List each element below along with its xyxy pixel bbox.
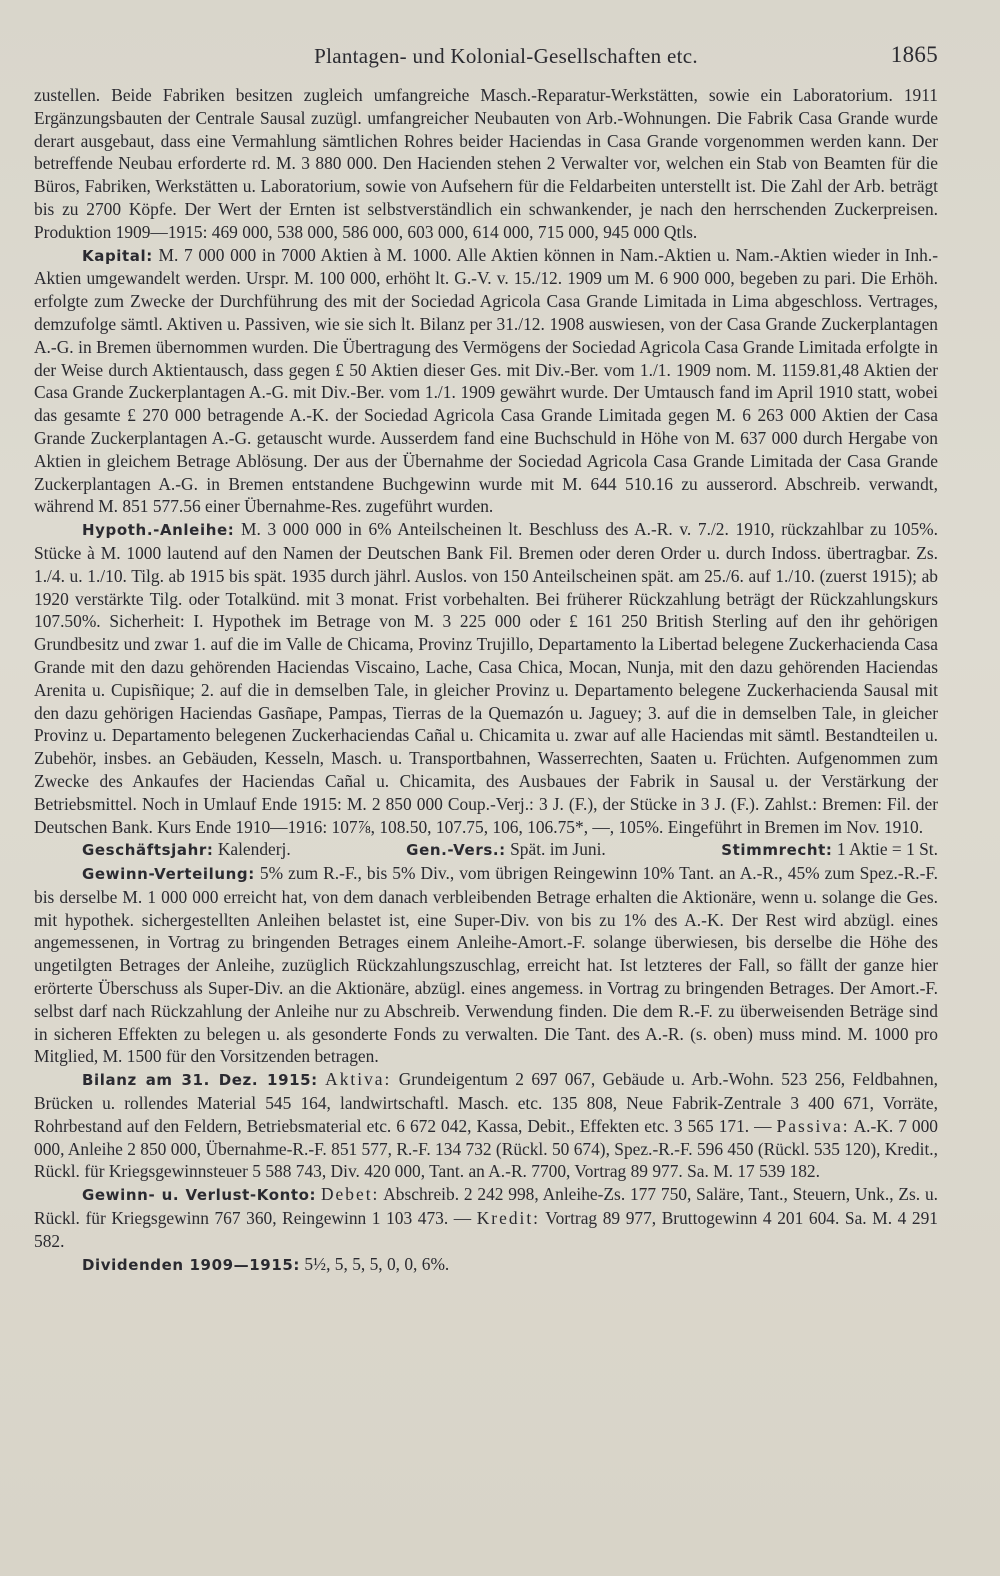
gen-vers xyxy=(406,838,606,862)
kapital-label: Kapital: xyxy=(82,246,153,265)
dividenden-label: Dividenden 1909—1915: xyxy=(82,1255,301,1274)
guv-label: Gewinn- u. Verlust-Konto: xyxy=(82,1186,317,1205)
hypoth-section xyxy=(34,518,938,838)
intro-paragraph: zustellen. Beide Fabriken besitzen zugleich umfangreiche Masch.-Reparatur-Werkstätten, sowie ein Laboratorium. 1911 Ergänzungsbauten der Centrale Sausal zuzügl. umfangreicher Neubauten von Arb.-Wohnungen. Die Fabrik Casa Grande wurde derart ausgebaut, dass eine Vermahlung sämtlichen Rohres beider Haciendas in Casa Grande vorgenommen werden kann. Der betreffende Neubau erforderte rd. M. 3 880 000. Den Hacienden stehen 2 Verwalter vor, welchen ein Stab von Beamten für die Büros, Fabriken, Werkstätten u. Laboratorium, sowie von Aufsehern für die Feldarbeiten unterstellt ist. Die Zahl der Arb. beträgt bis zu 2700 Köpfe. Der Wert der Ernten ist selbstverständlich ein schwankender, je nach den herrschenden Zuckerpreisen. Produktion 1909—1915: 469 000, 538 000, 586 000, 603 000, 614 000, 715 000, 945 000 Qtls. xyxy=(34,85,938,242)
bilanz-section xyxy=(34,1068,938,1183)
stimmrecht-label: Stimmrecht: xyxy=(721,841,833,860)
kapital-section xyxy=(34,244,938,519)
running-title: Plantagen- und Kolonial-Gesellschaften etc. xyxy=(314,44,698,68)
geschaeftsjahr-text: Kalenderj. xyxy=(213,839,291,860)
bilanz-label: Bilanz am 31. Dez. 1915: xyxy=(82,1071,318,1090)
debet-text: Abschreib. 2 242 998, Anleihe-Zs. 177 750, Saläre, Tant., Steuern, Unk., Zs. u. Rückl. für Kriegsgewinn 767 360, Reingewinn 1 103 473. — xyxy=(34,1184,938,1229)
gen-vers-text: Spät. im Juni. xyxy=(505,839,606,860)
hypoth-label: Hypoth.-Anleihe: xyxy=(82,521,235,540)
page-number: 1865 xyxy=(890,42,938,67)
passiva-label: Passiva: xyxy=(776,1115,850,1136)
gewinn-label: Gewinn-Verteilung: xyxy=(82,865,255,884)
kapital-text: M. 7 000 000 in 7000 Aktien à M. 1000. Alle Aktien können in Nam.-Aktien u. Nam.-Aktien wieder in Inh.-Aktien umgewandelt werden. Urspr. M. 100 000, erhöht lt. G.-V. v. 15./12. 1909 um M. 6 900 000, begeben zu pari. Die Erhöh. erfolgte zum Zwecke der Durchführung des mit der Sociedad Agricola Casa Grande Limitada in Lima abgeschloss. Vertrages, demzufolge sämtl. Aktiven u. Passiven, wie sie sich lt. Bilanz per 31./12. 1908 auswiesen, von der Casa Grande Zuckerplantagen A.-G. in Bremen übernommen wurden. Die Übertragung des Vermögens der Sociedad Agricola Casa Grande Limitada erfolgte in der Weise durch Aktientausch, dass gegen £ 50 Aktien dieser Ges. mit Div.-Ber. vom 1./1. 1909 nom. M. 1159.81,48 Aktien der Casa Grande Zuckerplantagen A.-G. mit Div.-Ber. vom 1./1. 1909 gewährt wurde. Der Umtausch fand im April 1910 statt, wobei das gesamte £ 270 000 betragende A.-K. der Sociedad Agricola Casa Grande Limitada gegen M. 6 263 000 Aktien der Casa Grande Zuckerplantagen A.-G. getauscht wurde. Ausserdem fand eine Buchschuld in Höhe von M. 637 000 durch Hergabe von Aktien in gleichem Betrage Ablösung. Der aus der Übernahme der Sociedad Agricola Casa Grande Limitada der Casa Grande Zuckerplantagen A.-G. in Bremen entstandene Buchgewinn wurde mit M. 644 510.16 zu ausserord. Abschreib. verwandt, während M. 851 577.56 einer Übernahme-Res. zugeführt wurden. xyxy=(34,244,938,517)
geschaeftsjahr xyxy=(82,838,291,862)
dividenden-text: 5½, 5, 5, 5, 0, 0, 6%. xyxy=(300,1253,450,1274)
gewinn-text: 5% zum R.-F., bis 5% Div., vom übrigen Reingewinn 10% Tant. an A.-R., 45% zum Spez.-R.-F. bis derselbe M. 1 000 000 erreicht hat, von dem danach verbleibenden Betrage erhalten die Aktionäre, wenn u. solange die Ges. mit hypothek. sichergestellten Anleihen belastet ist, eine Super-Div. von bis zu 1% des A.-K. Der Rest wird abzügl. eines angemessenen, in Vortrag zu bringenden Betrages einem Anleihe-Amort.-F. solange überwiesen, bis derselbe die Höhe des ungetilgten Betrages der Anleihe, zuzüglich Rückzahlungszuschlag, erreicht hat. Ist letzteres der Fall, so fällt der ganze hier erörterte Überschuss als Super-Div. an die Aktionäre, abzügl. eines angemess. in Vortrag zu bringenden Betrages. Der Amort.-F. selbst darf nach Rückzahlung der Anleihe nur zu Abschreib. Verwendung finden. Die dem R.-F. zu überweisenden Beträge sind in sicheren Effekten zu belegen u. als gesonderte Fonds zu verwalten. Die Tant. des A.-R. (s. oben) muss mind. M. 1000 pro Mitglied, M. 1500 für den Vorsitzenden betragen. xyxy=(34,863,938,1067)
aktiva-label: Aktiva: xyxy=(325,1069,392,1090)
gen-vers-label: Gen.-Vers.: xyxy=(406,841,506,860)
debet-label: Debet: xyxy=(321,1184,380,1205)
gewinn-section xyxy=(34,862,938,1068)
hypoth-text: M. 3 000 000 in 6% Anteilscheinen lt. Beschluss des A.-R. v. 7./2. 1910, rückzahlbar zu 105%. Stücke à M. 1000 lautend auf den Namen der Deutschen Bank Fil. Bremen oder deren Order u. durch Indoss. übertragbar. Zs. 1./4. u. 1./10. Tilg. ab 1915 bis spät. 1935 durch jährl. Auslos. von 150 Anteilscheinen spät. am 25./6. auf 1./10. (zuerst 1915); ab 1920 verstärkte Tilg. oder Totalkünd. mit 3 monat. Frist vorbehalten. Bei früherer Rückzahlung beträgt der Rückzahlungskurs 107.50%. Sicherheit: I. Hypothek im Betrage von M. 3 225 000 oder £ 161 250 British Sterling auf den ihr gehörigen Grundbesitz und zwar 1. auf die im Valle de Chicama, Provinz Trujillo, Departamento la Libertad belegene Zuckerhacienda Casa Grande mit den dazu gehörenden Haciendas Viscaino, Lache, Casa Chica, Mocan, Nunja, mit den dazu gehörenden Haciendas Arenita u. Cupisñique; 2. auf die in demselben Tale, in gleicher Provinz u. Departamento belegene Zuckerhacienda Sausal mit den dazu gehörigen Haciendas Gasñape, Pampas, Tierras de la Quemazón u. Jaguey; 3. auf die in demselben Tale, in gleicher Provinz u. Departamento belegenen Zuckerhaciendas Cañal u. Chicamita u. zwar auf alle Haciendas mit sämtl. Bestandteilen u. Zubehör, insbes. an Gebäuden, Kesseln, Masch. u. Transportbahnen, Wasserrechten, Saaten u. Früchten. Aufgenommen zum Zwecke des Ankaufes der Haciendas Cañal u. Chicamita, des Ausbaues der Fabrik in Sausal u. der Verstärkung der Betriebsmittel. Noch in Umlauf Ende 1915: M. 2 850 000 Coup.-Verj.: 3 J. (F.), der Stücke in 3 J. (F.). Zahlst.: Bremen: Fil. der Deutschen Bank. Kurs Ende 1910—1916: 107⅞, 108.50, 107.75, 106, 106.75*, —, 105%. Eingeführt in Bremen im Nov. 1910. xyxy=(34,519,938,837)
page-header xyxy=(34,44,938,84)
kredit-text: Vortrag 89 977, Bruttogewinn 4 201 604. Sa. M. 4 291 582. xyxy=(34,1208,938,1251)
geschaeftsjahr-label: Geschäftsjahr: xyxy=(82,841,214,860)
kredit-label: Kredit: xyxy=(476,1208,541,1229)
guv-section xyxy=(34,1183,938,1252)
passiva-text: A.-K. 7 000 000, Anleihe 2 850 000, Übernahme-R.-F. 851 577, R.-F. 134 732 (Rückl. 50 674), Spez.-R.-F. 596 450 (Rückl. 535 120), Kredit., Rückl. für Kriegsgewinnsteuer 5 588 743, Div. 420 000, Tant. an A.-R. 7700, Vortrag 89 977. Sa. M. 17 539 182. xyxy=(34,1115,939,1182)
meta-row xyxy=(34,838,938,862)
stimmrecht-text: 1 Aktie = 1 St. xyxy=(832,839,938,860)
dividenden-section xyxy=(34,1253,938,1277)
stimmrecht xyxy=(721,838,938,862)
aktiva-text: Grundeigentum 2 697 067, Gebäude u. Arb.-Wohn. 523 256, Feldbahnen, Brücken u. rollendes Material 545 164, landwirtschaftl. Masch. etc. 135 808, Neue Fabrik-Zentrale 3 400 671, Vorräte, Rohrbestand auf den Feldern, Betriebsmaterial etc. 6 672 042, Kassa, Debit., Effekten etc. 3 565 171. — xyxy=(34,1069,938,1136)
